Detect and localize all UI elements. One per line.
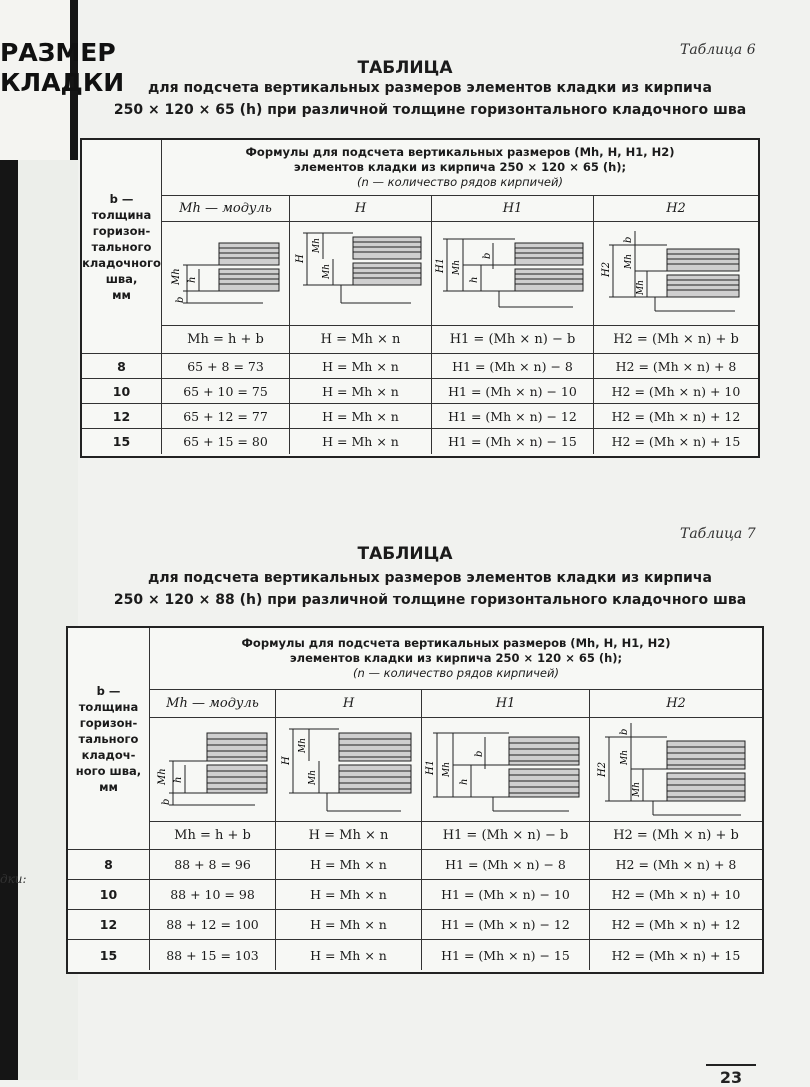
- diagram-h: [290, 222, 432, 326]
- column-mh: Mh — модуль: [162, 196, 290, 222]
- cell-mh: 88 + 10 = 98: [150, 880, 276, 910]
- svg-text:H2: H2: [601, 261, 612, 277]
- svg-text:H: H: [294, 253, 306, 263]
- cell-h1: H1 = (Mh × n) − 10: [432, 379, 594, 404]
- brick-diagram-h2: [595, 223, 757, 325]
- cell-h2: H2 = (Mh × n) + 15: [611, 947, 741, 963]
- svg-text:Mh: Mh: [307, 769, 318, 785]
- cell-h: H = Mh × n: [276, 850, 422, 880]
- svg-text:b: b: [481, 252, 493, 259]
- brick-diagram-mh: [151, 719, 275, 821]
- row-b-value: 15: [68, 940, 150, 970]
- row-b-value: 8: [68, 850, 150, 880]
- cell-mh: 88 + 12 = 100: [150, 910, 276, 940]
- svg-text:h: h: [186, 276, 198, 283]
- cell-mh: 88 + 15 = 103: [150, 940, 276, 970]
- cell-h: H = Mh × n: [290, 379, 432, 404]
- formula-header: Формулы для подсчета вертикальных размеров (Mh, H, H1, H2) элементов кладки из кирпича 250 × 120 × 65 (h); (n — количество рядов кирпичей): [150, 628, 762, 690]
- svg-text:h: h: [172, 776, 184, 783]
- svg-text:Mh: Mh: [624, 253, 634, 269]
- heading-fragment-line-1: РАЗМЕР: [0, 38, 116, 67]
- side-note: дки:: [0, 872, 27, 886]
- svg-text:h: h: [468, 276, 480, 283]
- cell-h1: H1 = (Mh × n) − 15: [422, 940, 590, 970]
- svg-text:Mh: Mh: [311, 237, 322, 253]
- svg-text:b: b: [473, 750, 485, 757]
- table-6: [80, 138, 760, 458]
- column-h1: H1: [422, 690, 590, 718]
- cell-h2: H2 = (Mh × n) + 15: [611, 434, 741, 449]
- diagram-h2: [590, 718, 762, 822]
- svg-text:b: b: [623, 236, 634, 243]
- diagram-mh: [162, 222, 290, 326]
- formula-mh: Mh = h + b: [162, 326, 290, 354]
- table-6-caption-line-2: 250 × 120 × 65 (h) при различной толщине горизонтального кладочного шва: [113, 102, 747, 118]
- svg-text:h: h: [458, 778, 470, 785]
- formula-h2: H2 = (Mh × n) + b: [594, 326, 758, 354]
- cell-mh: 65 + 12 = 77: [162, 404, 290, 429]
- cell-mh: 65 + 10 = 75: [162, 379, 290, 404]
- column-h1: H1: [432, 196, 594, 222]
- cell-h1: H1 = (Mh × n) − 12: [422, 910, 590, 940]
- diagram-mh: [150, 718, 276, 822]
- cell-h2: H2 = (Mh × n) + 12: [590, 910, 762, 940]
- cell-mh: 88 + 8 = 96: [150, 850, 276, 880]
- cell-h: H = Mh × n: [276, 940, 422, 970]
- formula-h1: H1 = (Mh × n) − b: [422, 822, 590, 850]
- table-6-title: ТАБЛИЦА: [357, 58, 453, 78]
- column-mh: Mh — модуль: [150, 690, 276, 718]
- svg-text:H1: H1: [434, 257, 446, 273]
- column-h: H: [276, 690, 422, 718]
- svg-text:b: b: [619, 728, 630, 735]
- table-6-caption-line-1: для подсчета вертикальных размеров элементов кладки из кирпича: [148, 80, 712, 96]
- cell-mh: 65 + 15 = 80: [162, 429, 290, 454]
- cell-h1: H1 = (Mh × n) − 15: [432, 429, 594, 454]
- formula-header: Формулы для подсчета вертикальных размеров (Mh, H, H1, H2) элементов кладки из кирпича 250 × 120 × 65 (h); (n — количество рядов кирпичей): [162, 140, 758, 196]
- table-7: [66, 626, 764, 974]
- cell-h2: H2 = (Mh × n) + 10: [594, 379, 758, 404]
- cell-h1: H1 = (Mh × n) − 8: [432, 354, 594, 379]
- cell-h: H = Mh × n: [276, 910, 422, 940]
- table-7-caption-line-1: для подсчета вертикальных размеров элементов кладки из кирпича: [148, 570, 712, 586]
- row-b-value: 15: [82, 429, 162, 454]
- svg-text:Mh: Mh: [297, 737, 308, 753]
- diagram-h1: [422, 718, 590, 822]
- table-6-label: Таблица 6: [680, 42, 756, 58]
- cell-h1: H1 = (Mh × n) − 10: [422, 880, 590, 910]
- cell-h: H = Mh × n: [290, 354, 432, 379]
- b-column-header: b — толщина горизон- тального кладоч- ного шва, мм: [68, 628, 150, 850]
- heading-fragment-line-2: КЛАДКИ: [0, 68, 125, 97]
- column-h2: H2: [590, 690, 762, 718]
- cell-h2: H2 = (Mh × n) + 8: [594, 354, 758, 379]
- svg-text:Mh: Mh: [321, 263, 332, 279]
- brick-diagram-h1: [433, 223, 593, 325]
- cell-h1: H1 = (Mh × n) − 8: [422, 850, 590, 880]
- cell-h2: H2 = (Mh × n) + 8: [590, 850, 762, 880]
- row-b-value: 10: [82, 379, 162, 404]
- diagram-h: [276, 718, 422, 822]
- row-b-value: 10: [68, 880, 150, 910]
- svg-text:b: b: [160, 798, 172, 805]
- page-number: 23: [706, 1064, 756, 1087]
- row-b-value: 12: [82, 404, 162, 429]
- formula-h1: H1 = (Mh × n) − b: [432, 326, 594, 354]
- cell-h2: H2 = (Mh × n) + 12: [594, 404, 758, 429]
- cell-mh: 65 + 8 = 73: [162, 354, 290, 379]
- brick-diagram-h1: [423, 719, 589, 821]
- svg-text:H1: H1: [424, 759, 436, 775]
- svg-text:Mh: Mh: [636, 279, 646, 295]
- svg-text:Mh: Mh: [441, 761, 452, 777]
- table-7-title: ТАБЛИЦА: [357, 544, 453, 564]
- cell-h: H = Mh × n: [290, 429, 432, 454]
- brick-diagram-h: [277, 719, 421, 821]
- svg-text:b: b: [174, 296, 186, 303]
- cell-h: H = Mh × n: [276, 880, 422, 910]
- cell-h2: H2 = (Mh × n) + 10: [590, 880, 762, 910]
- svg-text:Mh: Mh: [170, 267, 182, 285]
- brick-diagram-h: [291, 223, 431, 325]
- b-column-header: b — толщина горизон- тального кладочного шва, мм: [82, 140, 162, 354]
- row-b-value: 12: [68, 910, 150, 940]
- svg-text:Mh: Mh: [451, 259, 462, 275]
- column-h: H: [290, 196, 432, 222]
- column-h2: H2: [594, 196, 758, 222]
- row-b-value: 8: [82, 354, 162, 379]
- cell-h: H = Mh × n: [290, 404, 432, 429]
- svg-text:Mh: Mh: [620, 749, 630, 765]
- formula-h: H = Mh × n: [276, 822, 422, 850]
- formula-h: H = Mh × n: [290, 326, 432, 354]
- formula-mh: Mh = h + b: [150, 822, 276, 850]
- table-7-label: Таблица 7: [680, 526, 756, 542]
- diagram-h2: [594, 222, 758, 326]
- formula-h2: H2 = (Mh × n) + b: [590, 822, 762, 850]
- cell-h1: H1 = (Mh × n) − 12: [432, 404, 594, 429]
- table-7-caption-line-2: 250 × 120 × 88 (h) при различной толщине горизонтального кладочного шва: [113, 592, 747, 608]
- brick-diagram-mh: [163, 223, 289, 325]
- svg-text:Mh: Mh: [156, 767, 168, 785]
- svg-text:Mh: Mh: [632, 781, 642, 797]
- svg-text:H: H: [280, 755, 292, 765]
- brick-diagram-h2: [591, 719, 761, 821]
- svg-text:H2: H2: [597, 761, 608, 777]
- diagram-h1: [432, 222, 594, 326]
